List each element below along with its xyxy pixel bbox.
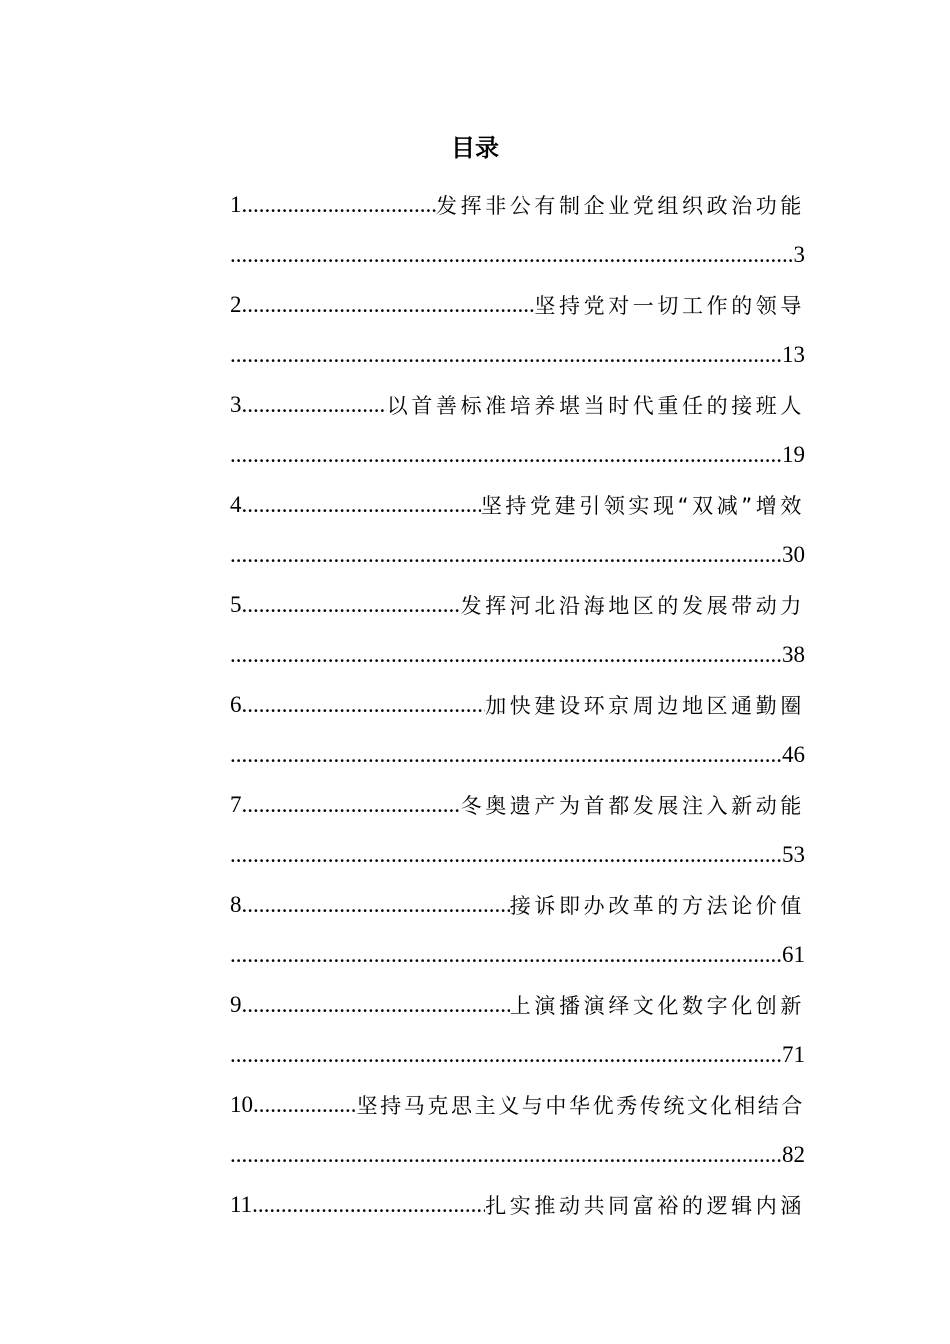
toc-entry-title-line[interactable] [230, 980, 805, 1030]
dot-leader [230, 742, 782, 768]
dot-leader [242, 192, 437, 218]
dot-leader [242, 792, 461, 818]
entry-page-number: 30 [782, 542, 805, 567]
dot-leader [230, 442, 782, 468]
entry-title: 发挥非公有制企业党组织政治功能 [436, 194, 805, 218]
dot-leader [230, 1042, 782, 1068]
toc-entry-title-line[interactable] [230, 1080, 805, 1130]
entry-number: 4 [230, 492, 242, 517]
toc-entry-page-line[interactable] [230, 430, 805, 480]
dot-leader [230, 542, 782, 568]
entry-page-number: 53 [782, 842, 805, 867]
toc-entry-page-line[interactable] [230, 330, 805, 380]
dot-leader [242, 492, 481, 518]
entry-page-number: 19 [782, 442, 805, 467]
entry-title: 发挥河北沿海地区的发展带动力 [460, 594, 805, 618]
toc-entry-title-line[interactable] [230, 180, 805, 230]
dot-leader [252, 1192, 485, 1218]
dot-leader [242, 392, 387, 418]
toc-entry-title-line[interactable] [230, 680, 805, 730]
toc-entry-page-line[interactable] [230, 930, 805, 980]
entry-number: 10 [230, 1092, 253, 1117]
dot-leader [230, 942, 782, 968]
entry-number: 2 [230, 292, 242, 317]
entry-number: 3 [230, 392, 242, 417]
dot-leader [230, 642, 782, 668]
toc-entry-page-line[interactable] [230, 830, 805, 880]
table-of-contents [230, 180, 805, 1230]
entry-title: 上演播演绎文化数字化创新 [509, 994, 805, 1018]
dot-leader [230, 842, 782, 868]
entry-page-number: 46 [782, 742, 805, 767]
dot-leader [242, 692, 486, 718]
toc-entry-title-line[interactable] [230, 480, 805, 530]
entry-number: 9 [230, 992, 242, 1017]
dot-leader [253, 1092, 357, 1118]
entry-number: 1 [230, 192, 242, 217]
toc-entry-page-line[interactable] [230, 530, 805, 580]
toc-entry-title-line[interactable] [230, 280, 805, 330]
toc-entry-page-line[interactable] [230, 1130, 805, 1180]
toc-entry-title-line[interactable] [230, 880, 805, 930]
entry-title: 加快建设环京周边地区通勤圈 [485, 694, 805, 718]
entry-title: 扎实推动共同富裕的逻辑内涵 [485, 1194, 805, 1218]
toc-entry-page-line[interactable] [230, 630, 805, 680]
entry-title: 坚持党建引领实现“双减”增效 [480, 494, 805, 518]
toc-entry-title-line[interactable] [230, 780, 805, 830]
entry-page-number: 13 [782, 342, 805, 367]
entry-page-number: 3 [793, 242, 805, 267]
toc-entry-page-line[interactable] [230, 1030, 805, 1080]
toc-entry-page-line[interactable] [230, 730, 805, 780]
entry-title: 接诉即办改革的方法论价值 [509, 894, 805, 918]
entry-number: 8 [230, 892, 242, 917]
entry-number: 6 [230, 692, 242, 717]
toc-entry-title-line[interactable] [230, 580, 805, 630]
entry-title: 坚持党对一切工作的领导 [534, 294, 805, 318]
dot-leader [242, 992, 510, 1018]
entry-title: 冬奥遗产为首都发展注入新动能 [460, 794, 805, 818]
entry-page-number: 38 [782, 642, 805, 667]
dot-leader [242, 892, 510, 918]
entry-title: 以首善标准培养堪当时代重任的接班人 [386, 394, 805, 418]
dot-leader [230, 342, 782, 368]
dot-leader [242, 292, 535, 318]
entry-number: 7 [230, 792, 242, 817]
toc-entry-title-line[interactable] [230, 380, 805, 430]
entry-title: 坚持马克思主义与中华优秀传统文化相结合 [356, 1094, 805, 1118]
dot-leader [230, 1142, 782, 1168]
dot-leader [230, 242, 794, 268]
entry-page-number: 71 [782, 1042, 805, 1067]
toc-entry-page-line[interactable] [230, 230, 805, 280]
dot-leader [242, 592, 461, 618]
entry-number: 11 [230, 1192, 253, 1217]
toc-title: 目录 [451, 133, 499, 162]
toc-entry-title-line[interactable] [230, 1180, 805, 1230]
entry-page-number: 82 [782, 1142, 805, 1167]
entry-number: 5 [230, 592, 242, 617]
entry-page-number: 61 [782, 942, 805, 967]
